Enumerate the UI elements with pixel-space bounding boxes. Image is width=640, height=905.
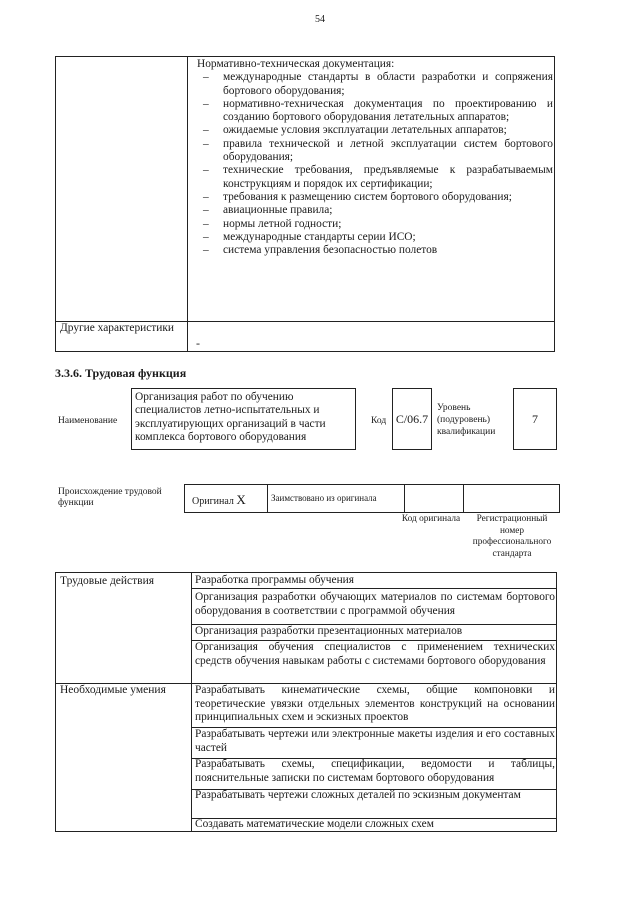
normative-item: – нормативно-техническая документация по проектированию и созданию бортового оборудования летательных аппаратов; <box>193 98 553 125</box>
normative-item: – система управления безопасностью полетов <box>193 244 553 257</box>
function-name-box <box>131 388 356 450</box>
skills-label: Необходимые умения <box>60 684 166 696</box>
borrowed-label: Заимствовано из оригинала <box>271 493 377 503</box>
other-characteristics-label: Другие характеристики <box>60 322 175 334</box>
level-value: 7 <box>532 411 538 426</box>
normative-item: – ожидаемые условия эксплуатации летательных аппаратов; <box>193 124 553 137</box>
skill-item: Разрабатывать схемы, спецификации, ведомости и таблицы, пояснительные записки по системам бортового оборудования <box>195 758 555 784</box>
reg-caption: Регистрационный номер профессионального стандарта <box>472 514 552 559</box>
function-name: Организация работ по обучению специалистов летно-испытательных и эксплуатирующих организаций в части комплекса бортового оборудования <box>135 391 326 443</box>
code-caption: Код оригинала <box>401 514 461 524</box>
normative-item: – технические требования, предъявляемые к разрабатываемым конструкциям и порядок их сертификации; <box>193 164 553 191</box>
name-label: Наименование <box>58 416 118 426</box>
section-title: 3.3.6. Трудовая функция <box>55 366 187 380</box>
code-value: С/06.7 <box>395 411 429 426</box>
origin-label: Происхождение трудовой функции <box>58 487 162 508</box>
skill-item: Разрабатывать кинематические схемы, общие компоновки и теоретические увязки отдельных элементов конструкций на основании принципиальных схем и эскизных проектов <box>195 684 555 723</box>
origin-box <box>184 484 560 513</box>
normative-docs-cell <box>193 58 553 257</box>
skill-item: Разрабатывать чертежи сложных деталей по эскизным документам <box>195 789 521 801</box>
normative-item: – международные стандарты серии ИСО; <box>193 231 553 244</box>
normative-item: – международные стандарты в области разработки и сопряжения бортового оборудования; <box>193 71 553 98</box>
code-box <box>392 388 432 450</box>
original-mark: X <box>236 492 246 507</box>
skill-item: Создавать математические модели сложных схем <box>195 818 434 830</box>
normative-item: – правила технической и летной эксплуатации систем бортового оборудования; <box>193 138 553 165</box>
level-box <box>513 388 557 450</box>
normative-item: – требования к размещению систем бортового оборудования; <box>193 191 553 204</box>
labor-action-item: Организация разработки обучающих материалов по системам бортового оборудования в соответствии с программой обучения <box>195 591 555 617</box>
original-cell <box>192 492 246 508</box>
other-characteristics-value: - <box>196 336 200 350</box>
skill-item: Разрабатывать чертежи или электронные макеты изделия и его составных частей <box>195 728 555 754</box>
page-number: 54 <box>315 14 325 25</box>
labor-action-item: Организация разработки презентационных материалов <box>195 625 463 637</box>
normative-item: – нормы летной годности; <box>193 218 553 231</box>
normative-heading: Нормативно-техническая документация: <box>197 58 395 70</box>
normative-list <box>193 71 553 257</box>
code-label: Код <box>371 416 387 426</box>
labor-actions-label: Трудовые действия <box>60 575 155 587</box>
original-label: Оригинал <box>192 496 234 507</box>
labor-action-item: Организация обучения специалистов с применением технических средств обучения навыкам работы с системами бортового оборудования <box>195 641 555 667</box>
level-label: Уровень (подуровень) квалификации <box>437 403 496 437</box>
normative-item: – авиационные правила; <box>193 204 553 217</box>
labor-action-item: Разработка программы обучения <box>195 574 355 586</box>
